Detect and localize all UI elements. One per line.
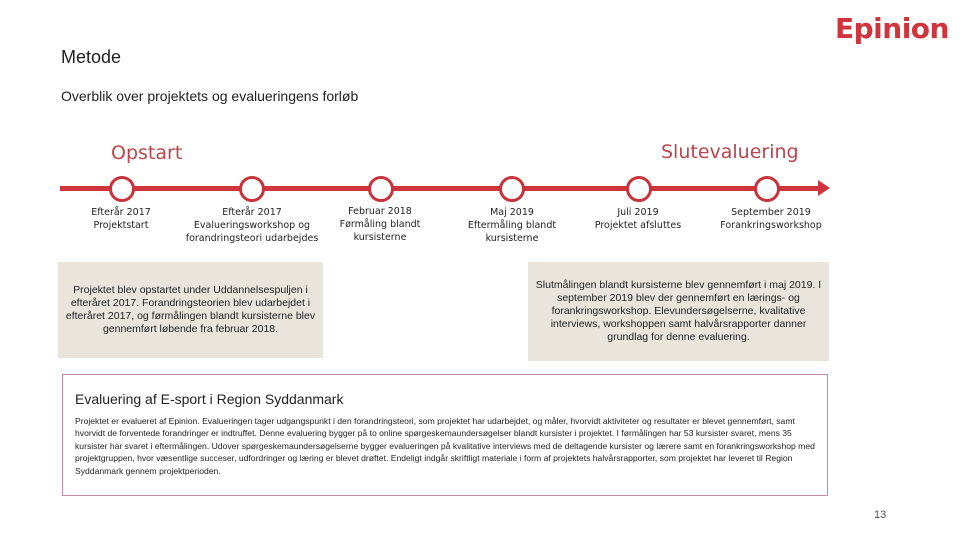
slutevaluering-summary-box: Slutmålingen blandt kursisterne blev gennemført i maj 2019. I september 2019 blev der gennemført en lærings- og forankringsworkshop. Elevundersøgelserne, kvalitative interviews, workshoppen samt halvårsrapporter danner grundlag for denne evaluering. [528, 262, 829, 361]
timeline-event [578, 206, 698, 232]
page-number: 13 [874, 509, 887, 521]
event-date: Efterår 2017 [222, 207, 282, 218]
evaluation-description-box [62, 374, 828, 496]
event-desc: Evalueringsworkshop og forandringsteori udarbejdes [185, 220, 319, 244]
event-desc: Projektet afsluttes [594, 220, 682, 231]
event-desc: Eftermåling blandt kursisterne [467, 220, 557, 244]
event-desc: Førmåling blandt kursisterne [339, 219, 421, 243]
timeline-marker [109, 176, 135, 202]
timeline-marker [239, 176, 265, 202]
event-date: Juli 2019 [617, 207, 659, 218]
timeline-event [711, 206, 831, 232]
event-date: Februar 2018 [348, 206, 412, 217]
event-desc: Projektstart [93, 220, 149, 231]
timeline-arrow-icon [818, 180, 830, 196]
event-date: September 2019 [731, 207, 811, 218]
evaluation-heading: Evaluering af E-sport i Region Syddanmark [75, 391, 344, 407]
timeline-event [467, 206, 557, 245]
timeline-marker [626, 176, 652, 202]
timeline-event [182, 206, 322, 245]
event-date: Maj 2019 [490, 207, 534, 218]
timeline-marker [368, 176, 394, 202]
event-desc: Forankringsworkshop [720, 220, 822, 231]
event-date: Efterår 2017 [91, 207, 151, 218]
timeline-marker [754, 176, 780, 202]
epinion-logo: Epinion [835, 12, 949, 45]
opstart-summary-box: Projektet blev opstartet under Uddannelsespuljen i efteråret 2017. Forandringsteorien blev udarbejdet i efteråret 2017, og førmålingen blandt kursisterne blev gennemført løbende fra februar 2018. [58, 262, 323, 358]
page-title: Metode [61, 47, 122, 67]
timeline-event [51, 206, 191, 232]
page-subtitle: Overblik over projektets og evalueringens forløb [61, 88, 359, 104]
phase-end-label: Slutevaluering [661, 141, 799, 163]
evaluation-text: Projektet er evalueret af Epinion. Evalueringen tager udgangspunkt i den forandringsteori, som projektet har udarbejdet, og måler, hvorvidt aktiviteter og resultater er blevet gennemført, samt hvorvidt de forventede forandringer er indtruffet. Denne evaluering bygger på to online spørgeskemaundersøgelser blandt kursister i projektet. I førmålingen har 53 kursister svaret, mens 35 kursister har svaret i eftermålingen. Udover spørgeskemaundersøgelserne bygger evalueringen på kvalitative interviews med de deltagende kursister og lærere samt en forankringsworkshop med projektgruppen, hvor væsentlige succeser, udfordringer og læring er blevet drøftet. Endeligt indgår skriftligt materiale i form af projektets halvårsrapporter, som projektet har leveret til Region Syddanmark gennem projektperioden. [75, 416, 815, 476]
timeline-event [335, 205, 425, 244]
phase-start-label: Opstart [111, 142, 183, 164]
timeline-line [60, 186, 822, 191]
timeline-marker [499, 176, 525, 202]
